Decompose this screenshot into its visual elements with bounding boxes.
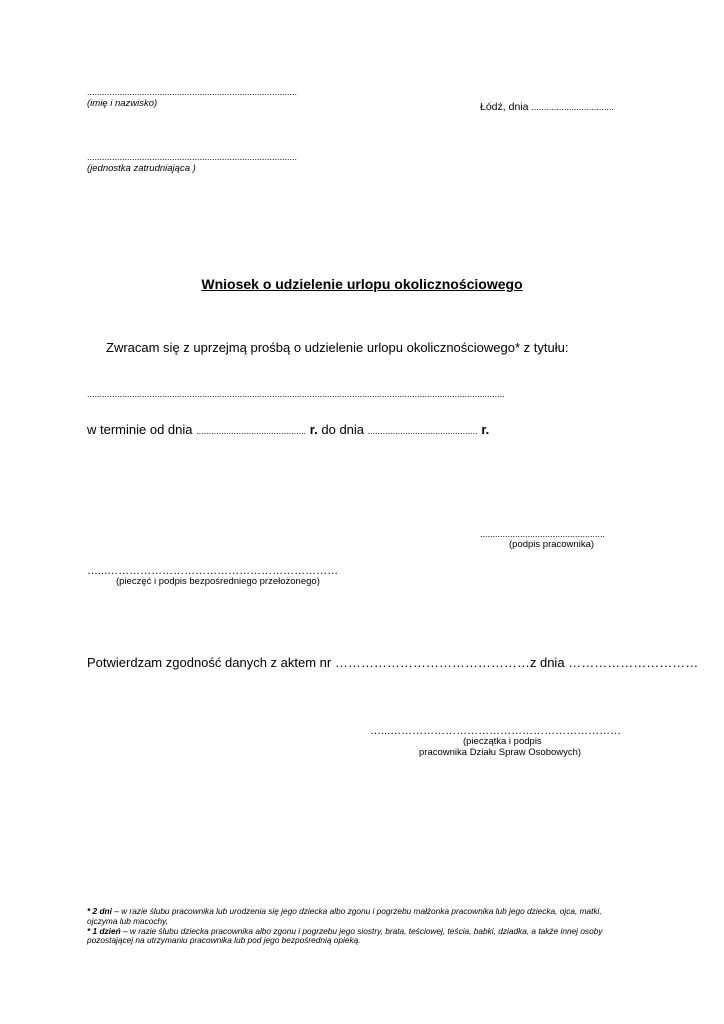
place-date-prefix: Łódź, dnia <box>480 101 529 113</box>
footnote-2-days <box>87 907 632 927</box>
supervisor-signature-caption: (pieczęć i podpis bezpośredniego przełożonego) <box>116 576 320 587</box>
footnote-1-day-text: – w razie ślubu dziecka pracownika albo zgonu i pogrzebu jego siostry, brata, teściowej, teścia, babki, dziadka, a także innej osoby pozostającej na utrzymaniu pracownika lub pod jego bezpośrednią opieką. <box>87 925 603 946</box>
unit-caption: (jednostka zatrudniająca ) <box>87 163 196 174</box>
name-dotted-line[interactable]: .................................................................................... <box>87 87 298 97</box>
reason-dotted-line[interactable]: ....................................................................................................................................................................... <box>87 389 505 399</box>
footnote-2-days-text: – w razie ślubu pracownika lub urodzenia się jego dziecka albo zgonu i pogrzebu małżonka pracownika lub jego dziecka, ojca, matki, ojczyma lub macochy, <box>87 906 602 926</box>
term-line <box>87 423 489 436</box>
hr-signature-dots[interactable]: …...……………………………………………………… <box>370 725 622 737</box>
name-caption: (imię i nazwisko) <box>87 98 158 109</box>
term-prefix: w terminie od dnia <box>87 422 193 437</box>
confirmation-line <box>87 656 698 669</box>
employee-signature-caption: (podpis pracownika) <box>509 539 595 550</box>
place-date-field <box>480 101 614 113</box>
document-title: Wniosek o udzielenie urlopu okolicznościowego <box>201 276 523 292</box>
term-r2: r. <box>481 422 490 437</box>
term-mid: do dnia <box>321 422 365 437</box>
term-from-dotted[interactable]: ............................................ <box>196 426 307 436</box>
request-intro: Zwracam się z uprzejmą prośbą o udzielenie urlopu okolicznościowego* z tytułu: <box>106 340 569 355</box>
confirmation-prefix: Potwierdzam zgodność danych z aktem nr <box>87 655 332 670</box>
hr-caption-line1: (pieczątka i podpis <box>463 736 542 747</box>
supervisor-signature-dots[interactable]: …...……………………………………………………… <box>87 565 339 577</box>
confirmation-date-dotted[interactable]: ………………………… <box>568 655 699 670</box>
employee-signature-dots[interactable]: .................................................. <box>480 529 606 539</box>
date-dotted-line[interactable]: ................................. <box>531 102 614 112</box>
confirmation-mid: z dnia <box>529 655 565 670</box>
footnote-2-days-lead: * 2 dni <box>87 906 112 916</box>
unit-dotted-line[interactable]: .................................................................................... <box>87 152 298 162</box>
footnotes <box>87 907 632 946</box>
hr-caption-line2: pracownika Działu Spraw Osobowych) <box>419 747 582 758</box>
term-to-dotted[interactable]: ............................................ <box>367 426 478 436</box>
footnote-1-day-lead: * 1 dzień <box>87 925 121 936</box>
footnote-1-day <box>87 927 632 947</box>
act-number-dotted[interactable]: ……………………………………… <box>334 655 530 670</box>
term-r1: r. <box>309 422 318 437</box>
